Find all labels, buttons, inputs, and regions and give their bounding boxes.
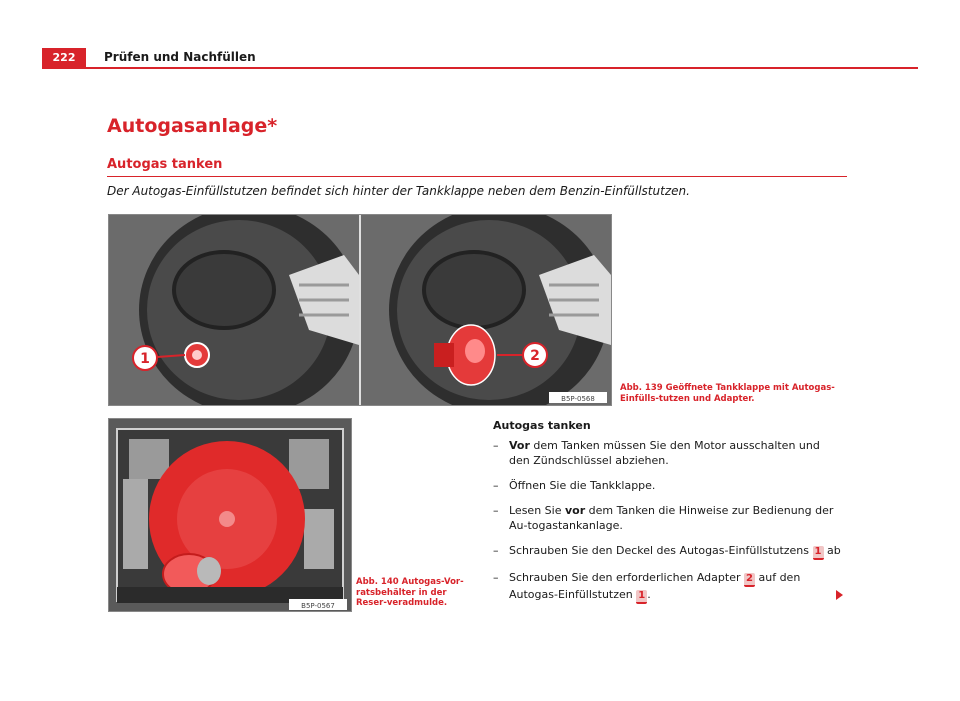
- step-4-ref: 1: [813, 546, 824, 560]
- figure-139-image: [108, 214, 612, 406]
- step-3-pre: Lesen Sie: [509, 504, 565, 517]
- step-dash: –: [493, 504, 499, 517]
- figure-139-caption: Abb. 139 Geöffnete Tankklappe mit Autogas-Einfülls-tutzen und Adapter.: [620, 383, 835, 404]
- steps-title: Autogas tanken: [493, 419, 591, 432]
- step-item: [493, 438, 843, 468]
- step-item: [493, 503, 843, 533]
- subsection-title: Autogas tanken: [107, 157, 223, 172]
- step-3-bold: vor: [564, 504, 586, 517]
- step-5-ref: 2: [744, 573, 755, 587]
- figure-140-caption: Abb. 140 Autogas-Vor-ratsbehälter in der Reser-veradmulde.: [356, 577, 464, 608]
- step-5-ref-2: 1: [636, 590, 647, 604]
- step-item: [493, 570, 843, 604]
- step-5-post: .: [647, 588, 651, 601]
- page-number: 222: [42, 48, 86, 68]
- step-4-pre: Schrauben Sie den Deckel des Autogas-Einfüllstutzens: [509, 544, 813, 557]
- step-1-bold: Vor: [509, 439, 530, 452]
- intro-text: Der Autogas-Einfüllstutzen befindet sich hinter der Tankklappe neben dem Benzin-Einfüllstutzen.: [107, 184, 690, 198]
- step-item: [493, 543, 843, 560]
- figure-140-code: B5P-0567: [301, 602, 335, 610]
- step-dash: –: [493, 479, 499, 492]
- step-5-pre: Schrauben Sie den erforderlichen Adapter: [509, 571, 744, 584]
- callout-1: 1: [140, 351, 150, 367]
- fuel-door-illustration: [109, 215, 611, 405]
- step-4-post: ab: [823, 544, 841, 557]
- figure-139-code: B5P-0568: [561, 395, 595, 403]
- step-dash: –: [493, 571, 499, 584]
- header-rule: [42, 67, 918, 69]
- step-3-post: dem Tanken die Hinweise zur Bedienung der Au-togastankanlage.: [509, 504, 834, 532]
- step-5-mid: auf den Autogas-Einfüllstutzen: [509, 571, 801, 601]
- spare-well-tank-illustration: [109, 419, 351, 611]
- step-2-text: Öffnen Sie die Tankklappe.: [509, 479, 656, 492]
- step-item: [493, 478, 843, 493]
- subsection-rule: [107, 176, 847, 177]
- step-dash: –: [493, 544, 499, 557]
- step-dash: –: [493, 439, 499, 452]
- header-title: Prüfen und Nachfüllen: [104, 50, 256, 64]
- callout-2: 2: [530, 348, 540, 364]
- continue-arrow-icon: [836, 590, 843, 600]
- figure-140-image: [108, 418, 352, 612]
- instruction-steps: [493, 418, 843, 614]
- section-title: Autogasanlage*: [107, 115, 278, 137]
- step-1-text: dem Tanken müssen Sie den Motor ausschalten und den Zündschlüssel abziehen.: [509, 439, 820, 467]
